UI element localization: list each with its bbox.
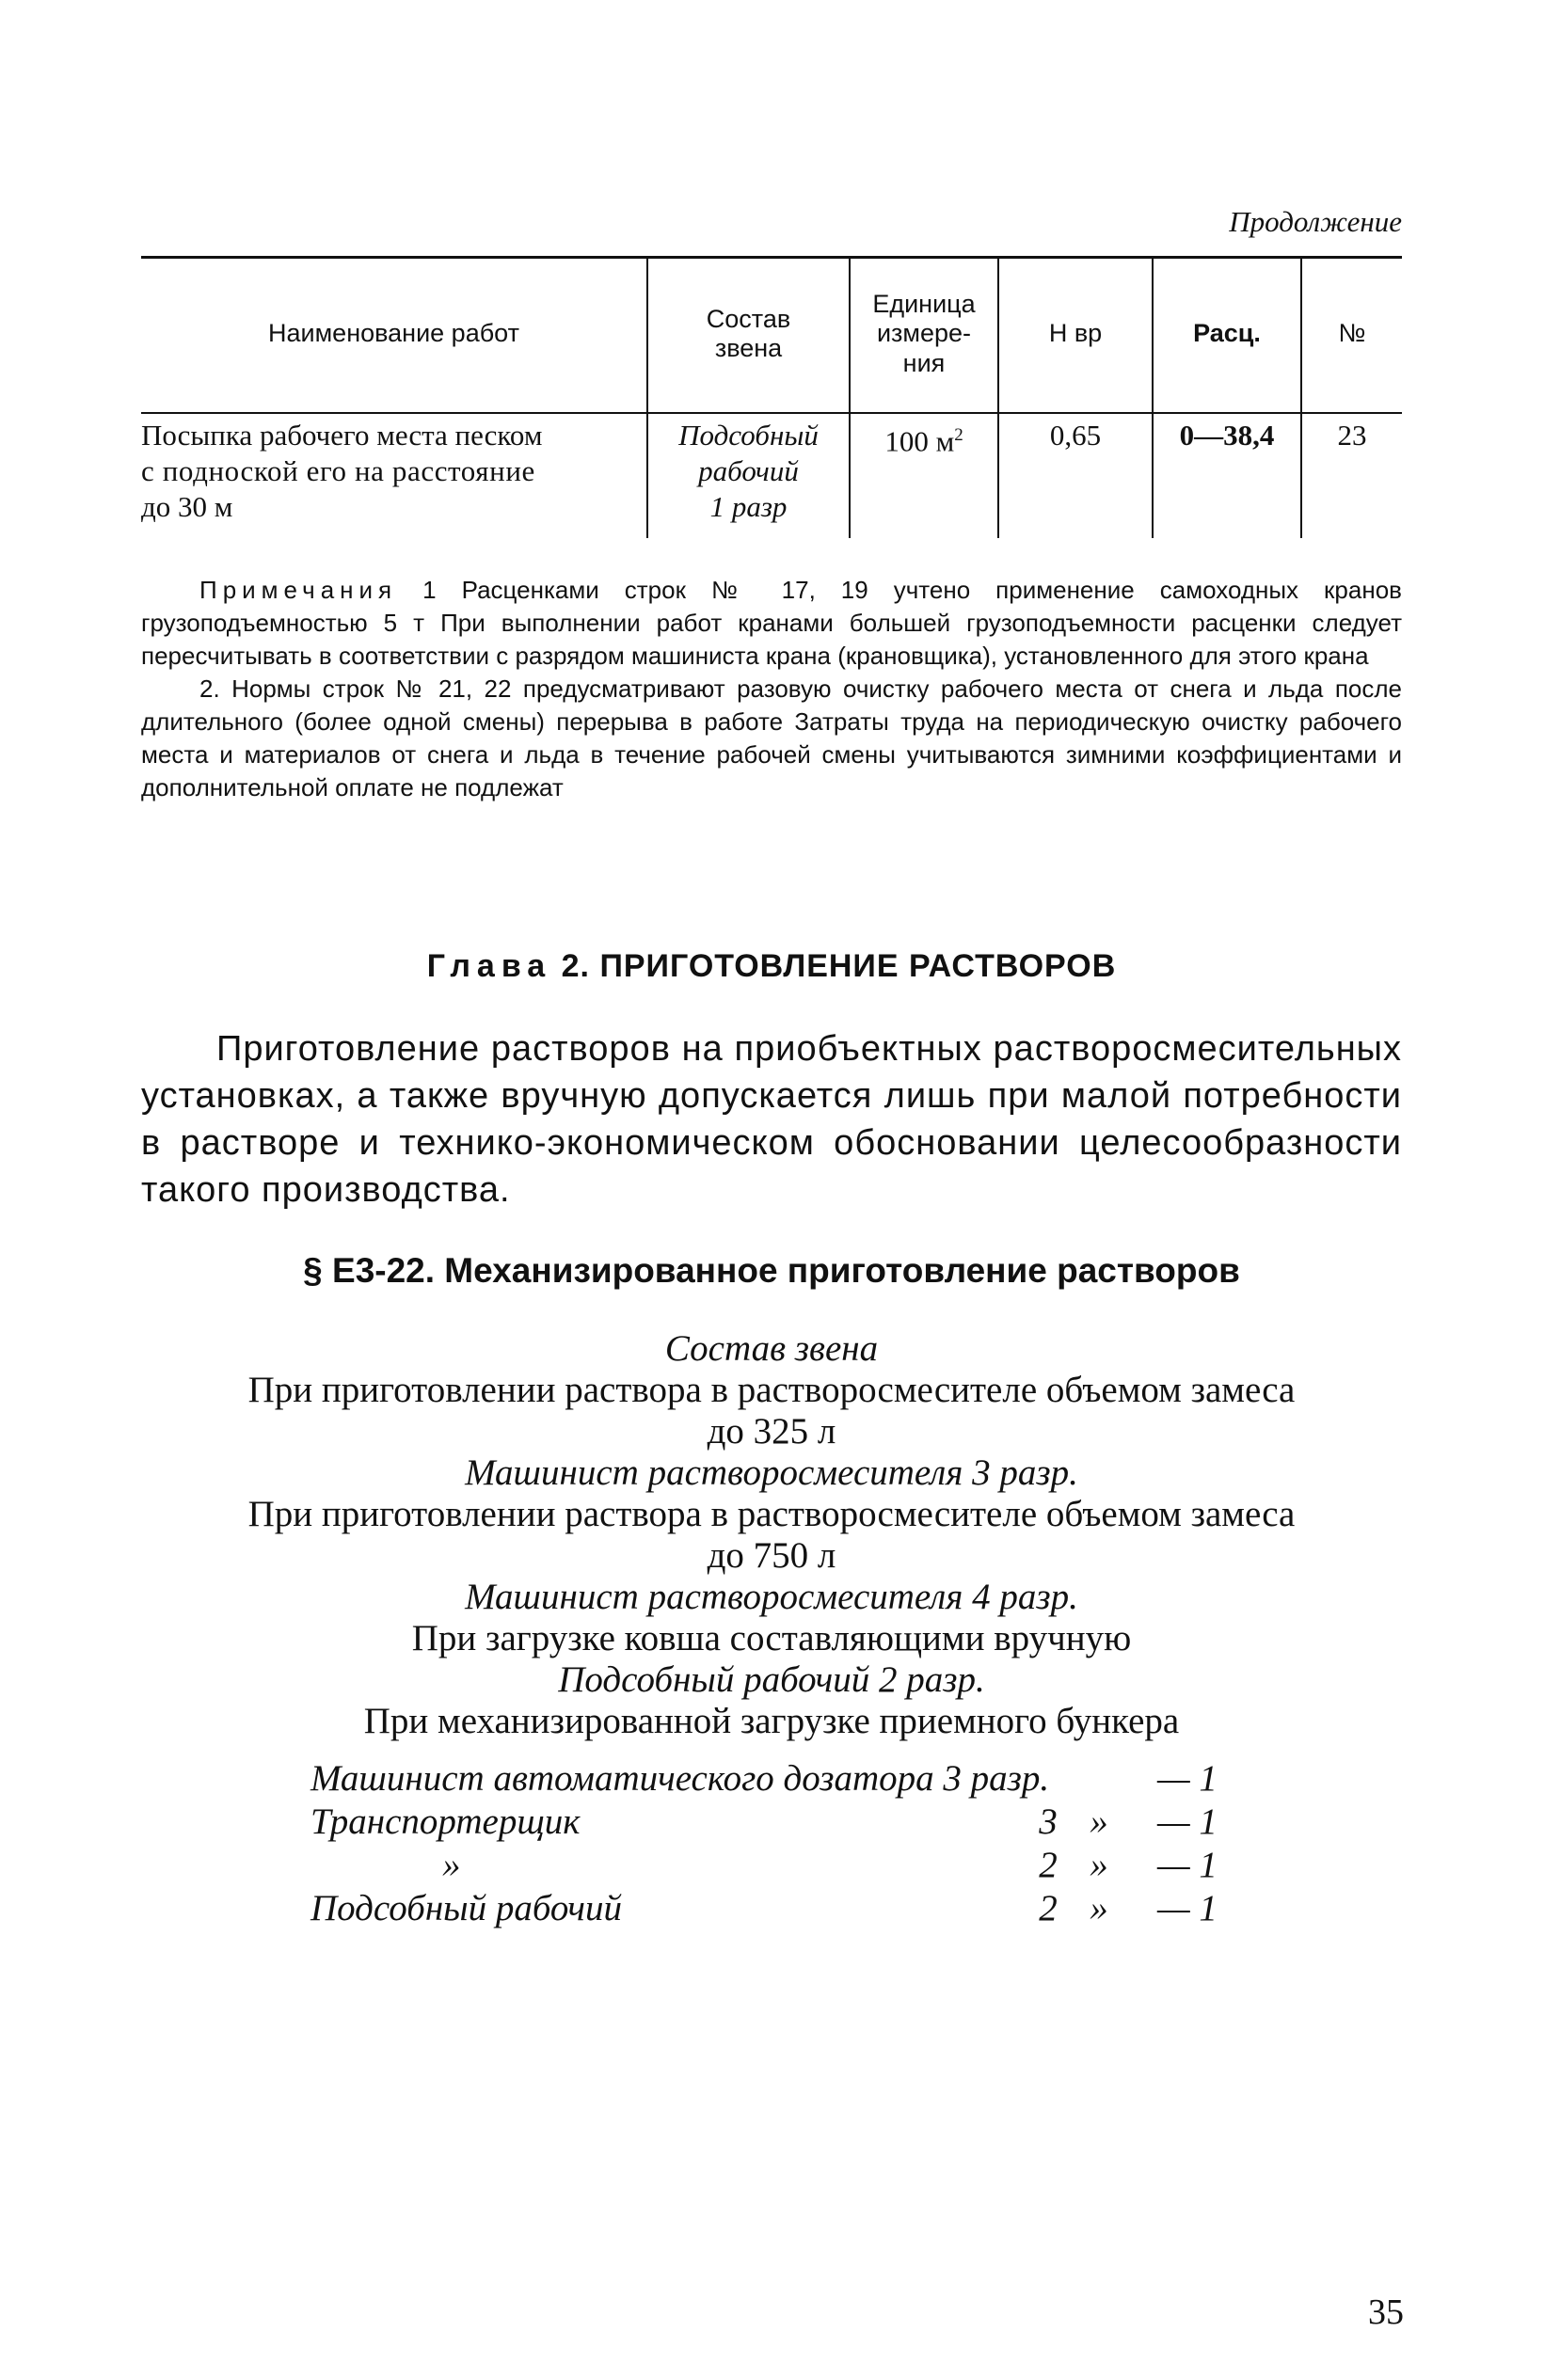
roster-ditto: » [1090, 1845, 1108, 1885]
note-1 [141, 574, 1402, 673]
intro-paragraph [141, 1025, 1402, 1214]
chapter-heading [141, 948, 1402, 985]
header-rate: Расц. [1193, 319, 1261, 348]
roster-ditto: » [1090, 1801, 1108, 1842]
roster-name: Машинист автоматического дозатора 3 разр. [310, 1758, 1050, 1799]
roster-name: Подсобный рабочий [310, 1888, 623, 1928]
header-work-name: Наименование работ [268, 319, 519, 348]
crew-line: Подсобный [678, 419, 819, 452]
page-number: 35 [1368, 2293, 1404, 2332]
unit-value: 100 м [884, 424, 955, 458]
cell-unit [851, 418, 997, 459]
cell-work-name [141, 418, 640, 525]
cell-norm: 0,65 [1049, 419, 1102, 452]
work-name-line: Посыпка рабочего места песком [141, 419, 543, 452]
roster-count: — 1 [1157, 1758, 1218, 1799]
cell-number: 23 [1337, 419, 1367, 452]
roster-grade: 2 [1039, 1845, 1058, 1885]
roster-count: — 1 [1157, 1888, 1218, 1928]
crew-line: 1 разр [709, 490, 788, 523]
roster-count: — 1 [1157, 1845, 1218, 1885]
table-header-rule [141, 412, 1402, 414]
crew-condition: При механизированной загрузке приемного бункера [363, 1701, 1180, 1741]
unit-superscript: 2 [954, 425, 963, 445]
header-crew-line: звена [714, 334, 783, 362]
roster-ditto: » [1090, 1888, 1108, 1928]
cell-crew [648, 418, 849, 525]
crew-line: рабочий [698, 454, 799, 487]
crew-condition: до 750 л [707, 1535, 836, 1576]
crew-heading: Состав звена [664, 1328, 879, 1369]
header-number: № [1338, 319, 1366, 348]
continuation-label: Продолжение [1229, 205, 1402, 238]
chapter-prefix: Глава [426, 948, 552, 984]
crew-worker: Машинист растворосмесителя 3 разр. [465, 1452, 1078, 1493]
work-name-line: до 30 м [141, 490, 233, 523]
header-unit-line: Единица [872, 290, 976, 319]
note-1-text: 1 Расценками строк № 17, 19 учтено применение самоходных кранов грузоподъемностью 5 т При выполнении работ кранами большей грузоподъемности расценки следует пересчитывать в соответствии с разрядом машиниста крана (крановщика), установленного для этого крана [141, 576, 1402, 670]
header-crew-line: Состав [706, 304, 791, 333]
crew-composition [141, 1328, 1402, 1742]
roster-name: Транспортерщик [310, 1801, 581, 1842]
crew-condition: При приготовлении раствора в растворосмесителе объемом замеса [247, 1370, 1296, 1410]
notes-label: Примечания [199, 576, 398, 604]
roster-grade: 3 [1039, 1801, 1058, 1842]
chapter-title: 2. ПРИГОТОВЛЕНИЕ РАСТВОРОВ [561, 948, 1117, 984]
cell-rate: 0—38,4 [1179, 419, 1275, 452]
crew-condition: При приготовлении раствора в растворосмесителе объемом замеса [247, 1494, 1296, 1534]
intro-text: Приготовление растворов на приобъектных растворосмесительных установках, а также вручную допускается лишь при малой потребности в растворе и технико-экономическом обосновании целесообразности такого производства. [141, 1029, 1402, 1210]
table-notes [141, 574, 1402, 804]
roster-grade: 2 [1039, 1888, 1058, 1928]
crew-condition: до 325 л [707, 1411, 836, 1452]
table-top-rule [141, 256, 1402, 259]
roster-name: » [442, 1845, 461, 1885]
note-2: 2. Нормы строк № 21, 22 предусматривают разовую очистку рабочего места от снега и льда после длительного (более одной смены) перерыва в работе Затраты труда на периодическую очистку рабочего места и материалов от снега и льда в течение рабочей смены учитываются зимними коэффициентами и дополнительной оплате не подлежат [141, 674, 1402, 801]
header-unit-line: ния [902, 348, 946, 377]
header-crew [648, 262, 849, 406]
header-unit [851, 262, 997, 406]
work-name-line: с подноской его на расстояние [141, 454, 535, 487]
crew-worker: Подсобный рабочий 2 разр. [558, 1659, 985, 1700]
header-norm: Н вр [1048, 319, 1103, 348]
header-unit-line: измере- [876, 319, 972, 348]
crew-condition: При загрузке ковша составляющими вручную [411, 1618, 1132, 1658]
crew-worker: Машинист растворосмесителя 4 разр. [465, 1577, 1078, 1617]
section-title: § Е3-22. Механизированное приготовление растворов [303, 1251, 1240, 1290]
roster-count: — 1 [1157, 1801, 1218, 1842]
